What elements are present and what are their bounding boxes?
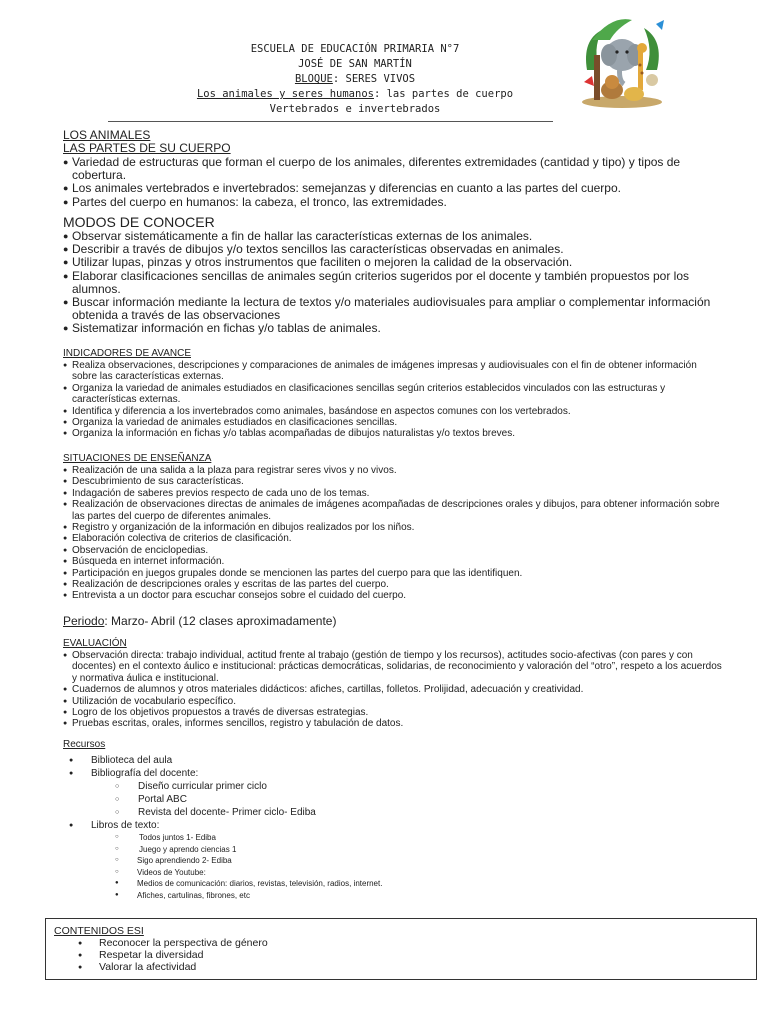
list-item: ● Cuadernos de alumnos y otros materiales didácticos: afiches, cartillas, folletos. Prolijidad, adecuación y creatividad. — [63, 684, 723, 695]
topic-line — [140, 87, 570, 102]
evaluacion-title: EVALUACIÓN — [63, 638, 127, 649]
topic-rest: : las partes de cuerpo — [373, 88, 514, 100]
list-item: ● Elaborar clasificaciones sencillas de animales según criterios sugeridos por el docente y también propuestos por los alumnos. — [63, 270, 723, 296]
partes-cuerpo-title: LAS PARTES DE SU CUERPO — [63, 141, 231, 155]
periodo-label: Periodo — [63, 614, 105, 628]
list-item: ● Organiza la variedad de animales estudiados en clasificaciones sencillas según criterios establecidos vinculados con las estructuras y características externas. — [63, 383, 723, 406]
animales-list — [63, 156, 723, 209]
list-item: ● Logro de los objetivos propuestos a través de diversas estrategias. — [63, 707, 723, 718]
list-item: ● Identifica y diferencia a los invertebrados como animales, basándose en aspectos comunes con los vertebrados. — [63, 406, 723, 417]
list-item: ● Organiza la información en fichas y/o tablas acompañadas de dibujos naturalistas y/o textos breves. — [63, 428, 723, 439]
situaciones-title: SITUACIONES DE ENSEÑANZA — [63, 453, 212, 464]
list-item: ● Realización de descripciones orales y escritas de las partes del cuerpo. — [63, 579, 723, 590]
bloque-line — [140, 72, 570, 87]
list-item: ● Registro y organización de la información en dibujos realizados por los niños. — [63, 522, 723, 533]
list-item: ● Observar sistemáticamente a fin de hallar las características externas de los animales. — [63, 230, 723, 243]
list-item: ● Utilizar lupas, pinzas y otros instrumentos que faciliten o mejoren la calidad de la observación. — [63, 256, 723, 269]
list-item: ● Los animales vertebrados e invertebrados: semejanzas y diferencias en cuanto a las partes del cuerpo. — [63, 182, 723, 195]
list-item: ● Participación en juegos grupales donde se mencionen las partes del cuerpo para que las identifiquen. — [63, 568, 723, 579]
evaluacion-list — [63, 650, 723, 730]
esi-title: CONTENIDOS ESI — [54, 925, 144, 937]
list-item: ● Entrevista a un doctor para escuchar consejos sobre el cuidado del cuerpo. — [63, 590, 723, 601]
modos-section — [63, 214, 723, 336]
list-item: ● Utilización de vocabulario específico. — [63, 696, 723, 707]
bloque-label: BLOQUE — [294, 73, 333, 85]
animales-section — [63, 129, 723, 209]
periodo-line — [63, 614, 336, 628]
list-item: ○ Revista del docente- Primer ciclo- Ediba — [115, 807, 316, 818]
periodo-value: : Marzo- Abril (12 clases aproximadamente) — [104, 614, 337, 628]
list-item: ● Valorar la afectividad — [78, 961, 197, 973]
list-item: ● Observación directa: trabajo individual, actitud frente al trabajo (gestión de tiempo y los recursos), actitudes socio-afectivas (con pares y con docentes) en el contexto áulico e institucional: prácticas democráticas, solidarias, de reconocimiento y valoración del “otro”, respeto a los acuerdos y normativa áulica e institucional. — [63, 650, 723, 684]
subtopic-line: Vertebrados e invertebrados — [269, 103, 441, 115]
list-item: ● Indagación de saberes previos respecto de cada uno de los temas. — [63, 488, 723, 499]
recursos-title: Recursos — [63, 739, 106, 750]
list-item: ● Libros de texto: — [69, 820, 160, 831]
school-name: ESCUELA DE EDUCACIÓN PRIMARIA N°7 — [250, 43, 460, 55]
list-item: ● Sistematizar información en fichas y/o tablas de animales. — [63, 322, 723, 335]
list-item: ● Organiza la variedad de animales estudiados en clasificaciones sencillas. — [63, 417, 723, 428]
list-item: ● Biblioteca del aula — [69, 755, 173, 766]
list-item: ● Bibliografía del docente: — [69, 768, 199, 779]
list-item: ○ Diseño curricular primer ciclo — [115, 781, 267, 792]
modos-title: MODOS DE CONOCER — [63, 214, 215, 230]
situaciones-list — [63, 465, 723, 602]
school-patron: JOSÉ DE SAN MARTÍN — [298, 58, 412, 70]
list-item: ○ Sigo aprendiendo 2- Ediba — [115, 856, 232, 865]
list-item: ● Búsqueda en internet información. — [63, 556, 723, 567]
list-item: ● Partes del cuerpo en humanos: la cabeza, el tronco, las extremidades. — [63, 196, 723, 209]
list-item: ● Respetar la diversidad — [78, 949, 204, 961]
recursos-section — [63, 738, 563, 901]
bloque-value: : SERES VIVOS — [332, 73, 416, 85]
list-item: ● Descubrimiento de sus características. — [63, 476, 723, 487]
animales-title: LOS ANIMALES — [63, 128, 151, 142]
list-item: ● Afiches, cartulinas, fibrones, etc — [115, 890, 250, 900]
list-item: ○ Videos de Youtube: — [115, 867, 206, 877]
list-item: ● Pruebas escritas, orales, informes sencillos, registro y tabulación de datos. — [63, 718, 723, 729]
list-item: ● Medios de comunicación: diarios, revistas, televisión, radios, internet. — [115, 879, 383, 888]
list-item: ● Buscar información mediante la lectura de textos y/o materiales audiovisuales para ampliar o complementar información obtenida a través de las observaciones — [63, 296, 723, 322]
list-item: ● Reconocer la perspectiva de género — [78, 937, 268, 949]
situaciones-section — [63, 453, 723, 602]
evaluacion-section — [63, 638, 723, 730]
jungle-animals-illustration — [572, 10, 672, 110]
list-item: ○ Juego y aprendo ciencias 1 — [115, 844, 237, 854]
header-divider — [108, 121, 553, 122]
list-item: ● Realización de observaciones directas de animales de imágenes acompañadas de descripciones orales y dibujos, para obtener información sobre las partes del cuerpo de diferentes animales. — [63, 499, 723, 522]
indicadores-section — [63, 348, 723, 440]
list-item: ● Variedad de estructuras que forman el cuerpo de los animales, diferentes extremidades (cantidad y tipo) y tipos de cobertura. — [63, 156, 723, 182]
list-item: ● Describir a través de dibujos y/o textos sencillos las características observadas en animales. — [63, 243, 723, 256]
list-item: ● Realización de una salida a la plaza para registrar seres vivos y no vivos. — [63, 465, 723, 476]
list-item: ○ Todos juntos 1- Ediba — [115, 833, 216, 842]
list-item: ● Elaboración colectiva de criterios de clasificación. — [63, 533, 723, 544]
indicadores-title: INDICADORES DE AVANCE — [63, 348, 191, 359]
esi-box — [45, 918, 757, 980]
list-item: ○ Portal ABC — [115, 794, 187, 805]
school-header — [140, 42, 570, 117]
topic-link: Los animales y seres humanos — [196, 88, 374, 100]
modos-list — [63, 230, 723, 336]
list-item: ● Realiza observaciones, descripciones y comparaciones de animales de imágenes impresas y audiovisuales con el fin de obtener información sobre las características externas. — [63, 360, 723, 383]
indicadores-list — [63, 360, 723, 440]
list-item: ● Observación de enciclopedias. — [63, 545, 723, 556]
